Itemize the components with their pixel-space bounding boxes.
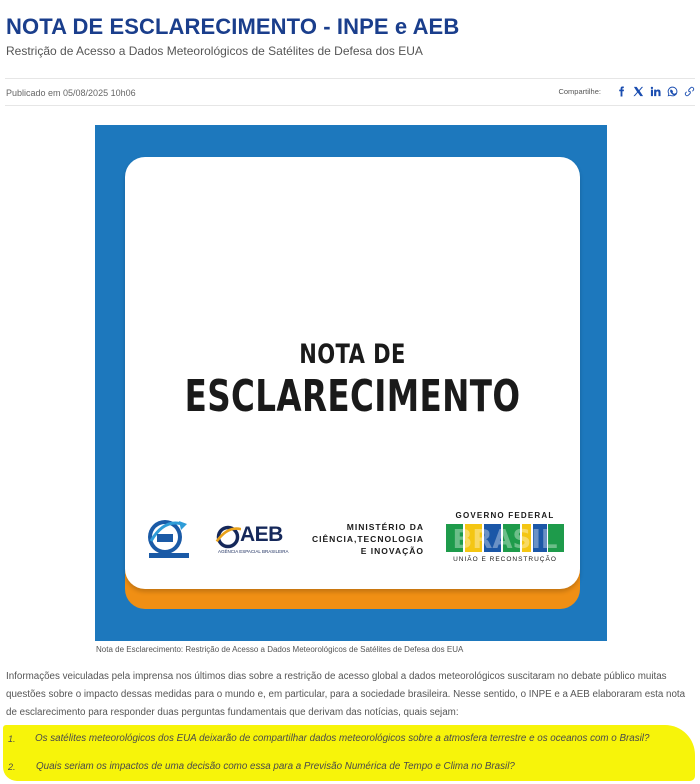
question-text: Os satélites meteorológicos dos EUA deixarão de compartilhar dados meteorológicos sobre a atmosfera terrestre e os oceanos com o Brasil? <box>35 733 650 744</box>
x-icon[interactable] <box>633 85 644 98</box>
meta-bar <box>5 78 695 106</box>
nota-heading-big: ESCLARECIMENTO <box>184 371 521 422</box>
aeb-logo <box>214 519 292 561</box>
mcti-line: E INOVAÇÃO <box>360 546 424 556</box>
question-number: 2. <box>8 762 16 772</box>
share-bar <box>558 85 695 98</box>
brasil-wordmark <box>444 522 566 554</box>
question-number: 1. <box>8 734 16 744</box>
mcti-line: MINISTÉRIO DA <box>346 522 424 532</box>
nota-card <box>125 157 580 589</box>
image-caption: Nota de Esclarecimento: Restrição de Acesso a Dados Meteorológicos de Satélites de Defesa dos EUA <box>96 645 464 654</box>
linkedin-icon[interactable] <box>650 85 661 98</box>
whatsapp-icon[interactable] <box>667 85 678 98</box>
gov-top-text: GOVERNO FEDERAL <box>455 511 555 520</box>
aeb-logo-text: AEB <box>240 523 283 546</box>
inpe-logo <box>143 515 193 561</box>
share-label: Compartilhe: <box>558 87 601 96</box>
facebook-icon[interactable] <box>616 85 627 98</box>
link-icon[interactable] <box>684 85 695 98</box>
governo-federal-logo <box>444 511 566 563</box>
page-title: NOTA DE ESCLARECIMENTO - INPE e AEB <box>6 14 460 39</box>
page-subtitle: Restrição de Acesso a Dados Meteorológicos de Satélites de Defesa dos EUA <box>6 44 423 58</box>
gov-bottom-text: UNIÃO E RECONSTRUÇÃO <box>453 556 557 563</box>
question-text: Quais seriam os impactos de uma decisão como essa para a Previsão Numérica de Tempo e Clima no Brasil? <box>36 761 515 772</box>
publish-date: Publicado em 05/08/2025 10h06 <box>6 88 136 98</box>
aeb-logo-subtitle: AGÊNCIA ESPACIAL BRASILEIRA <box>218 549 289 554</box>
mcti-line: CIÊNCIA,TECNOLOGIA <box>312 534 424 544</box>
brasil-text: BRASIL <box>452 525 558 554</box>
mcti-logo <box>308 521 424 557</box>
hero-image <box>95 125 607 641</box>
nota-heading-small: NOTA DE <box>299 339 406 370</box>
body-paragraph: Informações veiculadas pela imprensa nos últimos dias sobre a restrição de acesso global a dados meteorológicos suscitaram no debate público muitas questões sobre o impacto dessas medidas para o mundo e, em particular, para a sociedade brasileira. Nesse sentido, o INPE e a AEB elaboraram esta nota de esclarecimento para responder duas perguntas fundamentais que derivam das notícias, quais sejam: <box>6 671 686 718</box>
